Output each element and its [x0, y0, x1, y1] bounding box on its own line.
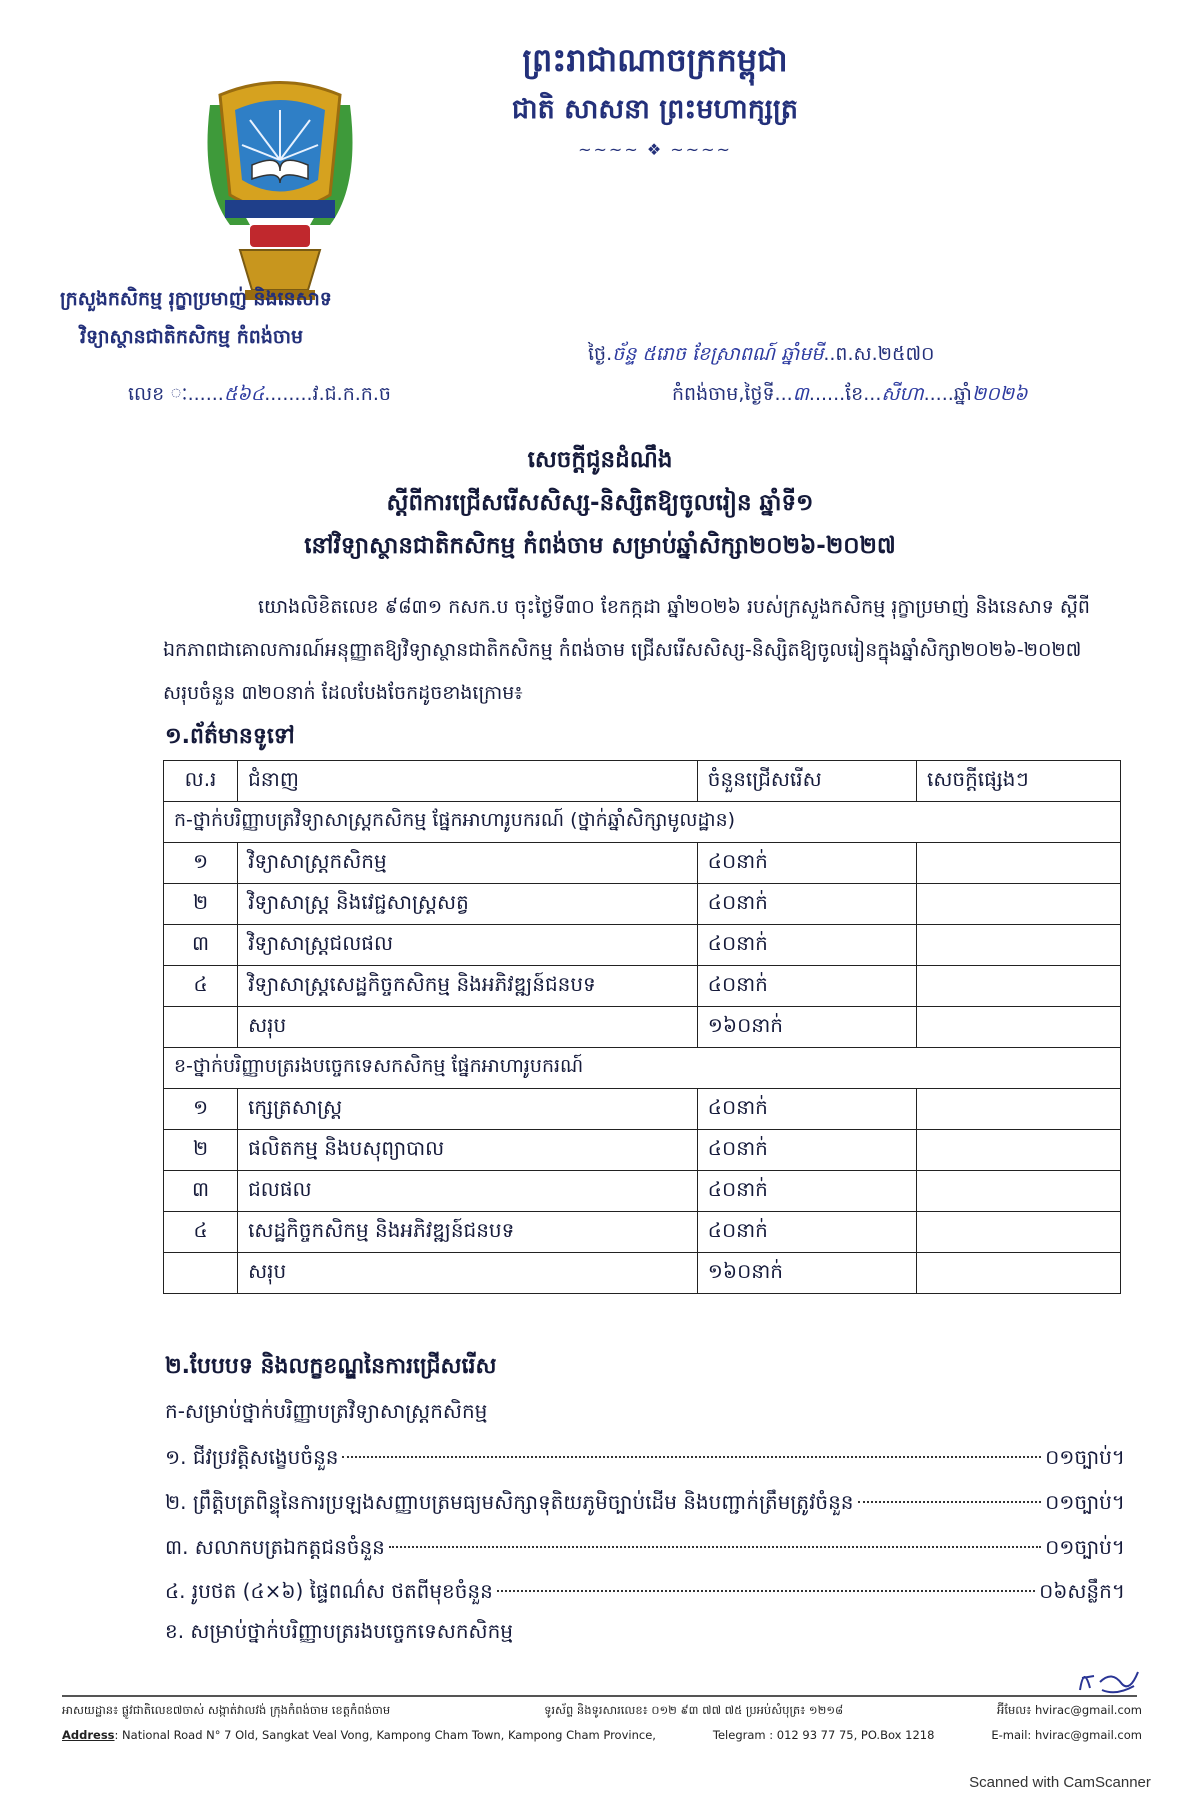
cell-quota: ៤០នាក់ [697, 884, 916, 925]
cell-total-quota: ១៦០នាក់ [697, 1253, 916, 1294]
cell-no: ៤ [164, 966, 238, 1007]
footer-en-phone: Telegram : 012 93 77 75, PO.Box 1218 [712, 1728, 935, 1742]
table-row [164, 925, 1121, 966]
footer-kh-phone: ទូរស័ព្ទ និងទូរសារលេខ៖ ០១២ ៩៣ ៧៧ ៧៥ ប្រអប់សំបុត្រ៖ ១២១៨ [544, 1703, 844, 1717]
cell-remarks [917, 1212, 1121, 1253]
cell-quota: ៤០នាក់ [697, 1212, 916, 1253]
lunar-date [588, 342, 1148, 370]
cell-major: ជលផល [238, 1171, 698, 1212]
cell-no [164, 1007, 238, 1048]
footer-kh-email: អ៊ីមែល៖ hvirac@gmail.com [997, 1703, 1142, 1717]
table-row [164, 966, 1121, 1007]
total-row [164, 1007, 1121, 1048]
solar-month: សីហា [881, 383, 924, 405]
section-heading-requirements: ២.បែបបទ និងលក្ខខណ្ឌនៃការជ្រើសរើស [165, 1354, 497, 1379]
cell-no [164, 1253, 238, 1294]
cell-total-quota: ១៦០នាក់ [697, 1007, 916, 1048]
cell-no: ១ [164, 1089, 238, 1130]
lunar-date-suffix: ..ព.ស.២៥៧០ [823, 343, 935, 365]
group-row-bachelor [164, 802, 1121, 843]
requirement-quantity: ០៦សន្លឹក។ [1039, 1579, 1125, 1603]
subsection-bachelor: ក-សម្រាប់ថ្នាក់បរិញ្ញាបត្រវិទ្យាសាស្ត្រកសិកម្ម [165, 1399, 488, 1423]
footer-khmer [62, 1703, 1142, 1720]
footer-address-label: Address [62, 1728, 115, 1742]
cell-no: ៤ [164, 1212, 238, 1253]
lunar-date-handwritten: ច័ន្ទ ៥រោច ខែស្រាពណ៍ ឆ្នាំមមី [612, 343, 824, 365]
intro-paragraph: យោងលិខិតលេខ ៩៨៣១ កសក.ប ចុះថ្ងៃទី៣០ ខែកក្កដា ឆ្នាំ២០២៦ របស់ក្រសួងកសិកម្ម រុក្ខាប្រមាញ់ និងនេសាទ ស្តីពីឯកភាពជាគោលការណ៍អនុញ្ញាតឱ្យវិទ្យាស្ថានជាតិកសិកម្ម កំពង់ចាម ជ្រើសរើសសិស្ស-និស្សិតឱ្យចូលរៀនក្នុងឆ្នាំសិក្សា២០២៦-២០២៧ សរុបចំនួន ៣២០នាក់ ដែលបែងចែកដូចខាងក្រោម៖ [163, 596, 1090, 704]
footer-kh-address: អាសយដ្ឋាន៖ ផ្លូវជាតិលេខ៧ចាស់ សង្កាត់វាលវង់ ក្រុងកំពង់ចាម ខេត្តកំពង់ចាម [62, 1703, 391, 1717]
cell-quota: ៤០នាក់ [697, 925, 916, 966]
group-label-a: ក-ថ្នាក់បរិញ្ញាបត្រវិទ្យាសាស្ត្រកសិកម្ម ផ្នែកអាហារូបករណ៍ (ថ្នាក់ឆ្នាំសិក្សាមូលដ្ឋាន) [164, 802, 1121, 843]
cell-remarks [917, 884, 1121, 925]
table-row [164, 1130, 1121, 1171]
cell-total-label: សរុប [238, 1007, 698, 1048]
footer-en-email: E-mail: hvirac@gmail.com [991, 1728, 1142, 1742]
subsection-associate: ខ. សម្រាប់ថ្នាក់បរិញ្ញាបត្ររងបច្ចេកទេសកសិកម្ម [165, 1619, 513, 1643]
notice-title: សេចក្តីជូនដំណឹង [527, 447, 673, 473]
cell-major: វិទ្យាសាស្ត្រសេដ្ឋកិច្ចកសិកម្ម និងអភិវឌ្ឍន៍ជនបទ [238, 966, 698, 1007]
requirement-label: ៤. រូបថត (៤×៦) ផ្ទៃពណ៌ស ថតពីមុខចំនួន [165, 1579, 493, 1603]
ref-prefix: លេខ ៈ...... [128, 383, 224, 405]
lunar-date-prefix: ថ្ងៃ. [588, 343, 613, 365]
cell-total-label: សរុប [238, 1253, 698, 1294]
quota-table [163, 760, 1121, 1294]
dot-leader [342, 1455, 1041, 1458]
kingdom-title: ព្រះរាជាណាចក្រកម្ពុជា [522, 41, 788, 79]
reference-number [128, 382, 498, 410]
ornament-divider: ~~~~ ❖ ~~~~ [578, 140, 732, 159]
cell-no: ២ [164, 884, 238, 925]
header-remarks: សេចក្តីផ្សេងៗ [917, 761, 1121, 802]
section-heading-general: ១.ព័ត៌មានទូទៅ [165, 724, 295, 749]
notice-subject: ស្តីពីការជ្រើសរើសសិស្ស-និស្សិតឱ្យចូលរៀន ឆ្នាំទី១ [386, 490, 814, 516]
requirement-item [165, 1489, 1125, 1519]
scanner-watermark: Scanned with CamScanner [935, 1767, 1185, 1799]
solar-day: ៣ [792, 383, 809, 405]
cell-major: សេដ្ឋកិច្ចកសិកម្ម និងអភិវឌ្ឍន៍ជនបទ [238, 1212, 698, 1253]
requirement-quantity: ០១ច្បាប់។ [1045, 1535, 1125, 1559]
footer-en-address [62, 1728, 656, 1742]
table-row [164, 843, 1121, 884]
table-header-row [164, 761, 1121, 802]
cell-remarks [917, 1130, 1121, 1171]
ref-number-handwritten: ៥៦៤ [223, 383, 265, 405]
notice-subject-2: នៅវិទ្យាស្ថានជាតិកសិកម្ម កំពង់ចាម សម្រាប់ឆ្នាំសិក្សា២០២៦-២០២៧ [304, 533, 896, 559]
cell-major: វិទ្យាសាស្ត្រកសិកម្ម [238, 843, 698, 884]
cell-remarks [917, 1007, 1121, 1048]
ref-suffix: ........វ.ជ.ក.ក.ច [264, 383, 391, 405]
dot-leader [858, 1500, 1042, 1503]
table-row [164, 1171, 1121, 1212]
cell-major: ក្សេត្រសាស្ត្រ [238, 1089, 698, 1130]
cell-major: ផលិតកម្ម និងបសុព្យាបាល [238, 1130, 698, 1171]
cell-no: ២ [164, 1130, 238, 1171]
institute-logo [190, 75, 370, 305]
cell-major: វិទ្យាសាស្ត្រជលផល [238, 925, 698, 966]
requirement-item [165, 1578, 1125, 1608]
cell-no: ៣ [164, 1171, 238, 1212]
group-label-b: ខ-ថ្នាក់បរិញ្ញាបត្ររងបច្ចេកទេសកសិកម្ម ផ្នែកអាហារូបករណ៍ [164, 1048, 1121, 1089]
cell-remarks [917, 925, 1121, 966]
cell-no: ១ [164, 843, 238, 884]
table-row [164, 1089, 1121, 1130]
cell-major: វិទ្យាសាស្ត្រ និងវេជ្ជសាស្ត្រសត្វ [238, 884, 698, 925]
initials-signature [1072, 1660, 1142, 1700]
table-row [164, 1212, 1121, 1253]
cell-remarks [917, 1171, 1121, 1212]
footer-address-text: : National Road N° 7 Old, Sangkat Veal Vong, Kampong Cham Town, Kampong Cham Province, [114, 1728, 656, 1742]
footer-english [62, 1728, 1142, 1742]
requirement-label: ១. ជីវប្រវត្តិសង្ខេបចំនួន [165, 1445, 339, 1469]
requirement-item [165, 1444, 1125, 1474]
cell-remarks [917, 843, 1121, 884]
solar-date-mid: ......ខែ... [808, 383, 882, 405]
cell-quota: ៤០នាក់ [697, 966, 916, 1007]
cell-remarks [917, 1253, 1121, 1294]
header-no: ល.រ [164, 761, 238, 802]
table-row [164, 884, 1121, 925]
cell-quota: ៤០នាក់ [697, 843, 916, 884]
cell-remarks [917, 966, 1121, 1007]
cell-quota: ៤០នាក់ [697, 1171, 916, 1212]
cell-remarks [917, 1089, 1121, 1130]
solar-year: ២០២៦ [971, 383, 1028, 405]
group-row-associate [164, 1048, 1121, 1089]
requirement-label: ៣. សលាកបត្រឯកត្តជនចំនួន [165, 1535, 385, 1559]
footer-divider [62, 1695, 1137, 1697]
requirement-label: ២. ព្រឹត្តិបត្រពិន្ទុនៃការប្រឡងសញ្ញាបត្រមធ្យមសិក្សាទុតិយភូមិច្បាប់ដើម និងបញ្ជាក់ត្រឹមត្រូវចំនួន [165, 1490, 854, 1514]
requirement-quantity: ០១ច្បាប់។ [1045, 1490, 1125, 1514]
solar-date [672, 382, 1152, 410]
solar-year-label: .....ឆ្នាំ [923, 383, 972, 405]
requirement-item [165, 1534, 1125, 1564]
national-motto: ជាតិ សាសនា ព្រះមហាក្សត្រ [511, 94, 799, 125]
institute-name: វិទ្យាស្ថានជាតិកសិកម្ម កំពង់ចាម [80, 326, 304, 348]
header-major: ជំនាញ [238, 761, 698, 802]
header-quota: ចំនួនជ្រើសរើស [697, 761, 916, 802]
ministry-name: ក្រសួងកសិកម្ម រុក្ខាប្រមាញ់ និងនេសាទ [60, 288, 332, 310]
solar-date-prefix: កំពង់ចាម,ថ្ងៃទី... [672, 383, 793, 405]
cell-quota: ៤០នាក់ [697, 1130, 916, 1171]
requirement-quantity: ០១ច្បាប់។ [1045, 1445, 1125, 1469]
cell-no: ៣ [164, 925, 238, 966]
cell-quota: ៤០នាក់ [697, 1089, 916, 1130]
dot-leader [497, 1589, 1035, 1592]
dot-leader [389, 1545, 1041, 1548]
total-row [164, 1253, 1121, 1294]
